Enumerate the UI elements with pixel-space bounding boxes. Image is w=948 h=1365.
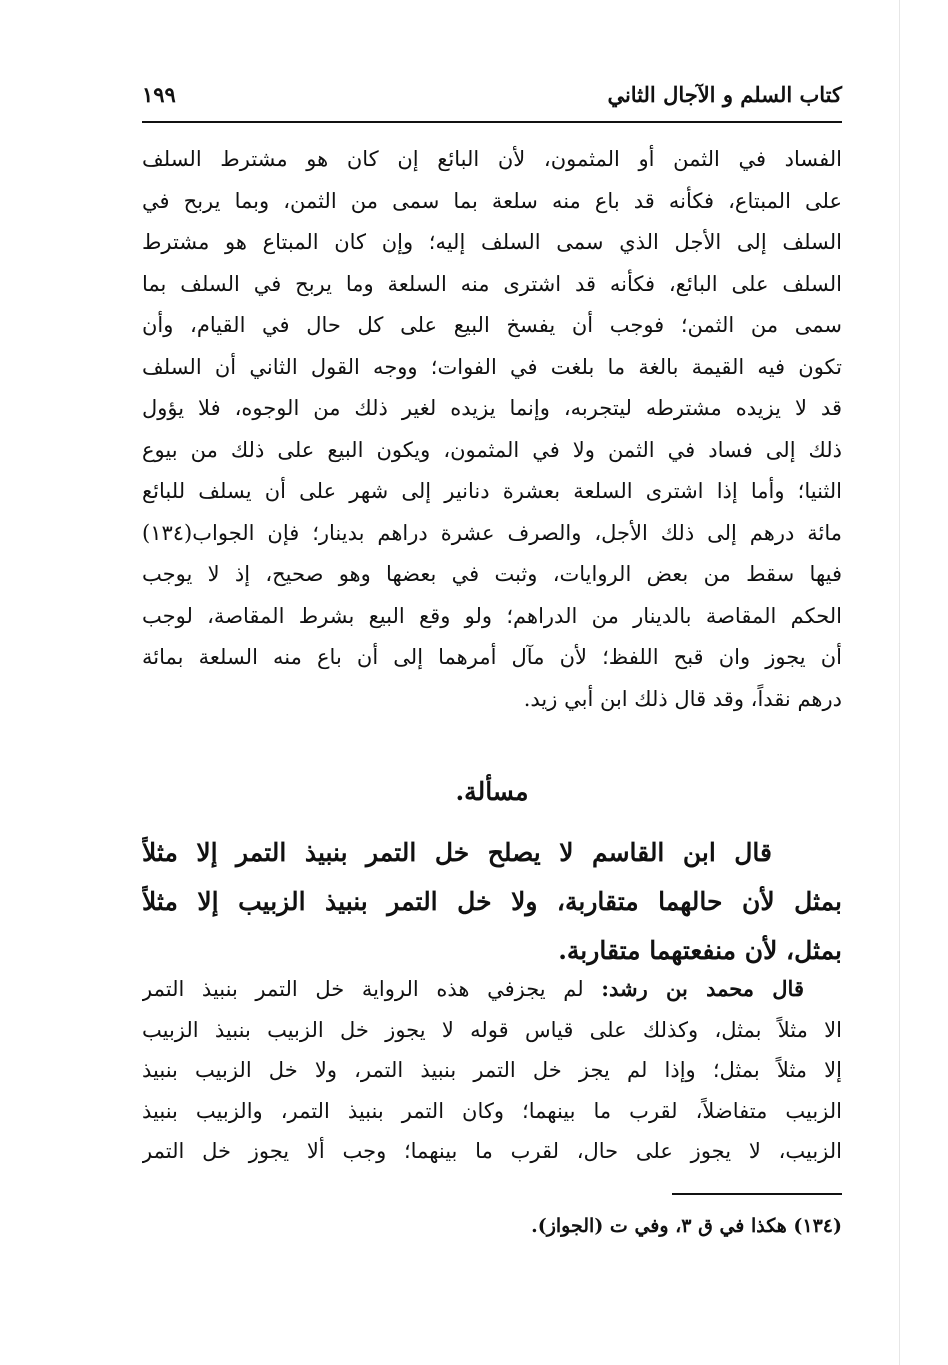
commentary-line: الزبيب متفاضلاً، لقرب ما بينهما؛ وكان التمر بنبيذ التمر، والزبيب بنبيذ — [142, 1098, 842, 1123]
text-line-last: درهم نقداً، وقد قال ذلك ابن أبي زيد. — [523, 686, 842, 711]
footnote: (١٣٤) هكذا في ق ٣، وفي ت (الجواز). — [531, 1215, 842, 1237]
running-header — [142, 82, 842, 118]
body-paragraph — [142, 139, 842, 720]
page-edge-line — [899, 0, 900, 1365]
text-line: فيها سقط من بعض الروايات، وثبت في بعضها وهو صحيح، إذ لا يوجب — [142, 562, 842, 586]
page-number: ١٩٩ — [142, 82, 176, 107]
text-line: ذلك إلى فساد في الثمن ولا في المثمون، ويكون البيع على ذلك من بيوع — [142, 437, 842, 462]
ruling-line-last: بمثل، لأن منفعتهما متقاربة. — [558, 936, 842, 965]
commentary-line: الا مثلاً بمثل، وكذلك على قياس قوله لا يجوز خل الزبيب بنبيذ الزبيب — [142, 1017, 842, 1042]
text-line: أن يجوز وان قبح اللفظ؛ لأن مآل أمرهما إلى أن باع منه السلعة بمائة — [142, 645, 842, 669]
text-line: تكون فيه القيمة بالغة ما بلغت في الفوات؛ ووجه القول الثاني أن السلف — [142, 354, 842, 379]
header-rule — [142, 121, 842, 123]
text-line: قد لا يزيده مشترطه ليتجربه، وإنما يزيده لغير ذلك من الوجوه، فلا يؤول — [142, 396, 842, 420]
section-heading: مسألة. — [455, 777, 529, 806]
commentary-speaker: قال محمد بن رشد: — [601, 976, 804, 1001]
ruling-line: قال ابن القاسم لا يصلح خل التمر بنبيذ التمر إلا مثلاً — [142, 838, 772, 867]
ruling-line: بمثل لأن حالهما متقاربة، ولا خل التمر بنبيذ الزبيب إلا مثلاً — [142, 887, 842, 916]
text-line: مائة درهم إلى ذلك الأجل، والصرف عشرة دراهم بدينار؛ فإن الجواب(١٣٤) — [142, 520, 842, 545]
commentary-line: إلا مثلاً بمثل؛ وإذا لم يجز خل التمر بنبيذ التمر، ولا خل الزبيب بنبيذ — [142, 1058, 842, 1082]
text-line: السلف إلى الأجل الذي سمى السلف إليه؛ وإن كان المبتاع هو مشترط — [142, 230, 842, 254]
text-line: على المبتاع، فكأنه قد باع منه سلعة بما سمى من الثمن، وبما يربح في — [142, 188, 842, 213]
text-line: الحكم المقاصة بالدينار من الدراهم؛ ولو وقع البيع بشرط المقاصة، لوجب — [142, 603, 842, 628]
text-line: السلف على البائع، فكأنه قد اشترى منه السلعة وما يربح في السلف بما — [142, 271, 842, 296]
commentary-first-line — [142, 969, 842, 1010]
footnote-rule — [672, 1193, 842, 1195]
ruling-paragraph — [142, 828, 842, 975]
book-title: كتاب السلم و الآجال الثاني — [607, 82, 842, 107]
commentary-text: لم يجزفي هذه الرواية خل التمر بنبيذ التمر — [142, 977, 602, 1001]
commentary-paragraph — [142, 969, 842, 1172]
text-line: الثنيا؛ وأما إذا اشترى السلعة بعشرة دنانير إلى شهر على أن يسلف للبائع — [142, 479, 842, 503]
commentary-line: الزبيب، لا يجوز على حال، لقرب ما بينهما؛ وجب ألا يجوز خل التمر — [142, 1139, 842, 1163]
text-line: سمى من الثمن؛ فوجب أن يفسخ البيع على كل حال في القيام، وأن — [142, 313, 842, 337]
text-line: الفساد في الثمن أو المثمون، لأن البائع إن كان هو مشترط السلف — [142, 147, 842, 171]
